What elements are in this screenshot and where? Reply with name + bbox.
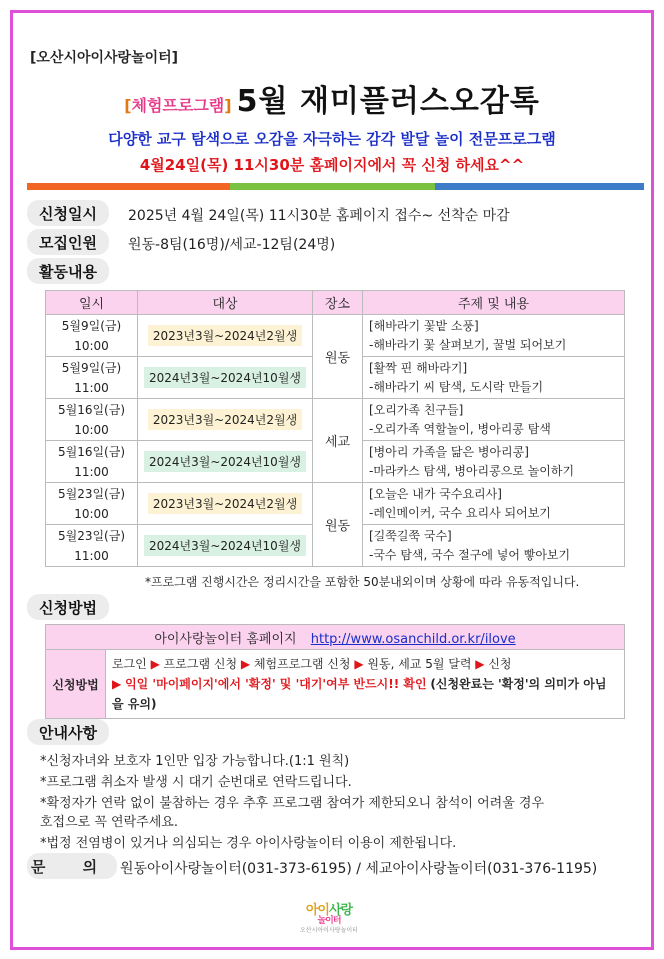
confirm-warning-note: (신청완료는 '확정'의 의미가 아님을 유의) xyxy=(112,677,607,711)
section-label-apply-method: 신청방법 xyxy=(27,594,109,620)
logo-wordmark-sub: 놀이터 xyxy=(317,916,341,926)
row-place: 원동 xyxy=(313,483,363,567)
logo xyxy=(300,903,358,936)
header-date: 일시 xyxy=(46,291,138,315)
section-label-notices: 안내사항 xyxy=(27,719,109,745)
page-title xyxy=(0,76,664,120)
step-login: 로그인 xyxy=(112,657,147,671)
row-date: 5월9일(금) 11:00 xyxy=(46,357,138,399)
row-content: [활짝 핀 해바라기] -해바라기 씨 탐색, 도시락 만들기 xyxy=(363,357,625,399)
row-place: 원동 xyxy=(313,315,363,399)
table-row xyxy=(46,483,625,525)
arrow-right-icon: ▶ xyxy=(112,677,122,691)
section-label-activities: 활동내용 xyxy=(27,258,109,284)
row-target: 2024년3월~2024년10월생 xyxy=(138,357,313,399)
section-label-recruit: 모집인원 xyxy=(27,229,109,255)
color-bar-green xyxy=(230,183,435,190)
activity-table xyxy=(45,290,625,567)
notice-item: 호접으로 꼭 연락주세요. xyxy=(40,815,178,830)
arrow-right-icon: ▶ xyxy=(240,657,251,671)
arrow-right-icon: ▶ xyxy=(475,657,485,671)
header-content: 주제 및 내용 xyxy=(363,291,625,315)
header-place: 장소 xyxy=(313,291,363,315)
apply-table xyxy=(45,624,625,719)
table-row xyxy=(46,315,625,357)
row-target: 2023년3월~2024년2월생 xyxy=(138,399,313,441)
apply-steps xyxy=(106,650,625,719)
color-bar-orange xyxy=(27,183,230,190)
step-calendar: 원동, 세교 5월 달력 xyxy=(367,657,472,671)
header-target: 대상 xyxy=(138,291,313,315)
row-place: 세교 xyxy=(313,399,363,483)
notice-item: *프로그램 취소자 발생 시 대기 순번대로 연락드립니다. xyxy=(40,775,352,790)
activity-note: *프로그램 진행시간은 정리시간을 포함한 50분내외이며 상황에 따라 유동적입니다. xyxy=(145,575,580,589)
row-target: 2024년3월~2024년10월생 xyxy=(138,441,313,483)
subtitle: 다양한 교구 탐색으로 오감을 자극하는 감각 발달 놀이 전문프로그램 xyxy=(108,130,556,148)
contact-value: 원동아이사랑놀이터(031-373-6195) / 세교아이사랑놀이터(031-376-1195) xyxy=(120,861,598,877)
title-bracket-close: ] xyxy=(224,96,232,115)
row-content: [길쭉길쭉 국수] -국수 탐색, 국수 절구에 넣어 빻아보기 xyxy=(363,525,625,567)
row-target: 2023년3월~2024년2월생 xyxy=(138,315,313,357)
homepage-row xyxy=(46,625,625,650)
table-row xyxy=(46,399,625,441)
arrow-right-icon: ▶ xyxy=(354,657,364,671)
row-date: 5월23일(금) 10:00 xyxy=(46,483,138,525)
notice-item: *확정자가 연락 없이 불참하는 경우 추후 프로그램 참여가 제한되오니 참석이 어려울 경우 xyxy=(40,796,545,811)
logo-tagline: 오산시아이사랑놀이터 xyxy=(300,927,358,934)
step-experience: 체험프로그램 신청 xyxy=(253,657,351,671)
row-target: 2023년3월~2024년2월생 xyxy=(138,483,313,525)
confirm-warning: 익일 '마이페이지'에서 '확정' 및 '대기'여부 반드시!! 확인 xyxy=(125,677,427,691)
logo-wordmark: 아이사랑 xyxy=(305,903,353,918)
step-program: 프로그램 신청 xyxy=(163,657,238,671)
row-content: [오늘은 내가 국수요리사] -레인메이커, 국수 요리사 되어보기 xyxy=(363,483,625,525)
section-label-contact: 문 의 xyxy=(27,853,117,879)
row-content: [병아리 가족을 닮은 병아리콩] -마라카스 탐색, 병아리콩으로 놀이하기 xyxy=(363,441,625,483)
row-content: [해바라기 꽃밭 소풍] -해바라기 꽃 살펴보기, 꿀벌 되어보기 xyxy=(363,315,625,357)
table-header-row xyxy=(46,291,625,315)
deadline-notice: 4월24일(목) 11시30분 홈페이지에서 꼭 신청 하세요^^ xyxy=(139,156,525,174)
row-content: [오리가족 친구들] -오리가족 역할놀이, 병아리콩 탐색 xyxy=(363,399,625,441)
row-date: 5월16일(금) 10:00 xyxy=(46,399,138,441)
homepage-link[interactable]: http://www.osanchild.or.kr/ilove xyxy=(310,631,516,647)
homepage-cell xyxy=(46,625,625,650)
apply-row-label: 신청방법 xyxy=(46,650,106,719)
title-tag: 체험프로그램 xyxy=(131,96,225,115)
row-target: 2024년3월~2024년10월생 xyxy=(138,525,313,567)
arrow-right-icon: ▶ xyxy=(150,657,160,671)
title-main: 5월 재미플러스오감톡 xyxy=(236,84,540,119)
row-date: 5월9일(금) 10:00 xyxy=(46,315,138,357)
application-date-value: 2025년 4월 24일(목) 11시30분 홈페이지 접수~ 선착순 마감 xyxy=(128,208,510,224)
row-date: 5월16일(금) 11:00 xyxy=(46,441,138,483)
color-bar-blue xyxy=(435,183,644,190)
notice-item: *법정 전염병이 있거나 의심되는 경우 아이사랑놀이터 이용이 제한됩니다. xyxy=(40,836,457,851)
step-apply: 신청 xyxy=(488,657,512,671)
homepage-label: 아이사랑놀이터 홈페이지 xyxy=(154,631,297,647)
title-bracket-open: [ xyxy=(124,96,132,115)
steps-row xyxy=(46,650,625,719)
org-name: [오산시아이사랑놀이터] xyxy=(30,50,179,66)
section-label-application-date: 신청일시 xyxy=(27,200,109,226)
row-date: 5월23일(금) 11:00 xyxy=(46,525,138,567)
notice-item: *신청자녀와 보호자 1인만 입장 가능합니다.(1:1 원칙) xyxy=(40,754,350,769)
recruit-value: 원동-8팀(16명)/세교-12팀(24명) xyxy=(128,237,336,253)
